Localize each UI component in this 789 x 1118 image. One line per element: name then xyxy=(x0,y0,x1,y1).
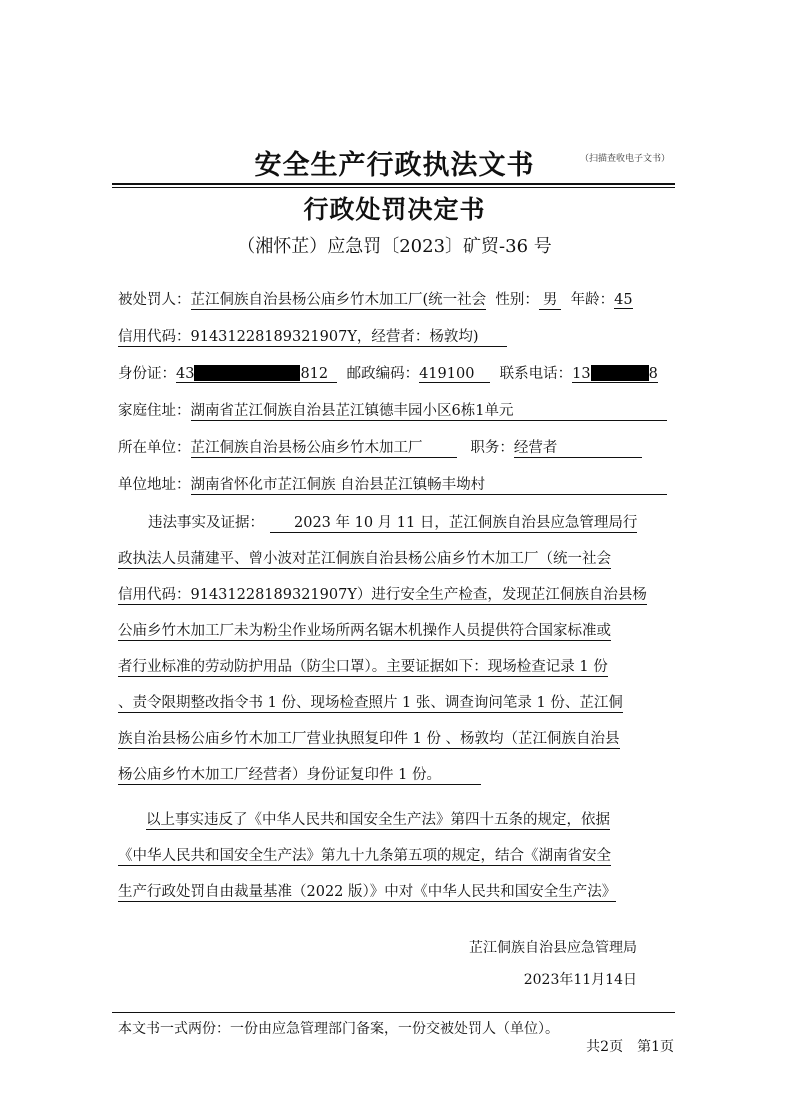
facts-line: 族自治县杨公庙乡竹木加工厂营业执照复印件 1 份 、杨敦均（芷江侗族自治县 xyxy=(118,727,620,749)
issuing-authority: 芷江侗族自治县应急管理局 xyxy=(469,940,637,956)
home-address-label: 家庭住址： xyxy=(118,403,191,419)
facts-line: 政执法人员蒲建平、曾小波对芷江侗族自治县杨公庙乡竹木加工厂（统一社会 xyxy=(118,547,611,569)
facts-line: 、责令限期整改指令书 1 份、现场检查照片 1 张、调查询问笔录 1 份、芷江侗 xyxy=(118,691,623,713)
basis-line: 《中华人民共和国安全生产法》第九十九条第五项的规定，结合《湖南省安全 xyxy=(118,844,611,866)
postcode-label: 邮政编码： xyxy=(346,366,420,382)
facts-line: 信用代码：91431228189321907Y）进行安全生产检查，发现芷江侗族自治县杨 xyxy=(118,583,647,605)
id-number xyxy=(176,365,337,383)
home-address-value: 湖南省芷江侗族自治县芷江镇德丰园小区6栋1单元 xyxy=(191,399,667,421)
document-number: （湘怀芷）应急罚〔2023〕矿贸-36 号 xyxy=(237,236,552,257)
facts-line: 2023 年 10 月 11 日，芷江侗族自治县应急管理局行 xyxy=(270,511,637,533)
party-name-line2: 信用代码：91431228189321907Y，经营者：杨敦均) xyxy=(118,325,507,347)
postcode-value: 419100 xyxy=(419,366,490,383)
id-redaction xyxy=(194,365,300,381)
unit-address-label: 单位地址： xyxy=(118,477,191,493)
id-prefix: 43 xyxy=(176,366,195,382)
unit-label: 所在单位： xyxy=(118,440,191,456)
document-subtitle: 行政处罚决定书 xyxy=(303,195,486,224)
basis-line: 生产行政处罚自由裁量基准（2022 版）》中对《中华人民共和国安全生产法》 xyxy=(118,880,616,902)
title-rule-thick xyxy=(112,183,675,185)
basis-line: 以上事实违反了《中华人民共和国安全生产法》第四十五条的规定，依据 xyxy=(146,808,610,830)
id-label: 身份证： xyxy=(118,366,176,382)
gender-value: 男 xyxy=(539,288,562,310)
basis-paragraph xyxy=(118,808,678,916)
unit-row xyxy=(118,436,642,458)
phone-prefix: 13 xyxy=(572,366,591,382)
scan-stamp: （扫描查收电子文书） xyxy=(580,154,671,164)
footer-rule xyxy=(112,1012,675,1013)
id-row xyxy=(118,362,658,383)
phone-redaction xyxy=(591,365,649,381)
facts-label: 违法事实及证据： xyxy=(148,515,264,531)
facts-line: 公庙乡竹木加工厂未为粉尘作业场所两名锯木机操作人员提供符合国家标准或 xyxy=(118,619,611,641)
post-label: 职务： xyxy=(470,440,514,456)
title-rule-thin xyxy=(112,187,675,188)
phone-label: 联系电话： xyxy=(499,366,573,382)
party-name-row-2 xyxy=(118,325,507,347)
unit-address-row xyxy=(118,473,667,495)
post-value: 经营者 xyxy=(514,436,642,458)
party-name-label: 被处罚人： xyxy=(118,292,191,308)
footer-note: 本文书一式两份：一份由应急管理部门备案，一份交被处罚人（单位）。 xyxy=(118,1021,559,1037)
phone-suffix: 8 xyxy=(648,366,658,382)
phone-number xyxy=(572,365,658,383)
facts-line: 者行业标准的劳动防护用品（防尘口罩）。主要证据如下：现场检查记录 1 份 xyxy=(118,655,608,677)
age-label: 年龄： xyxy=(570,292,615,308)
document-title: 安全生产行政执法文书 xyxy=(254,150,535,181)
unit-value: 芷江侗族自治县杨公庙乡竹木加工厂 xyxy=(191,436,457,458)
facts-paragraph xyxy=(118,511,678,799)
home-address-row xyxy=(118,399,667,421)
issue-date: 2023年11月14日 xyxy=(523,972,637,988)
facts-line: 杨公庙乡竹木加工厂经营者）身份证复印件 1 份。 xyxy=(118,763,481,785)
party-name-line1: 芷江侗族自治县杨公庙乡竹木加工厂(统一社会 xyxy=(191,288,487,310)
page-number: 共2页 第1页 xyxy=(586,1039,674,1055)
age-value: 45 xyxy=(614,292,633,308)
gender-label: 性别： xyxy=(495,292,539,308)
unit-address-value: 湖南省怀化市芷江侗族 自治县芷江镇畅丰坳村 xyxy=(191,473,667,495)
id-suffix: 812 xyxy=(300,366,329,382)
party-name-row xyxy=(118,288,633,310)
